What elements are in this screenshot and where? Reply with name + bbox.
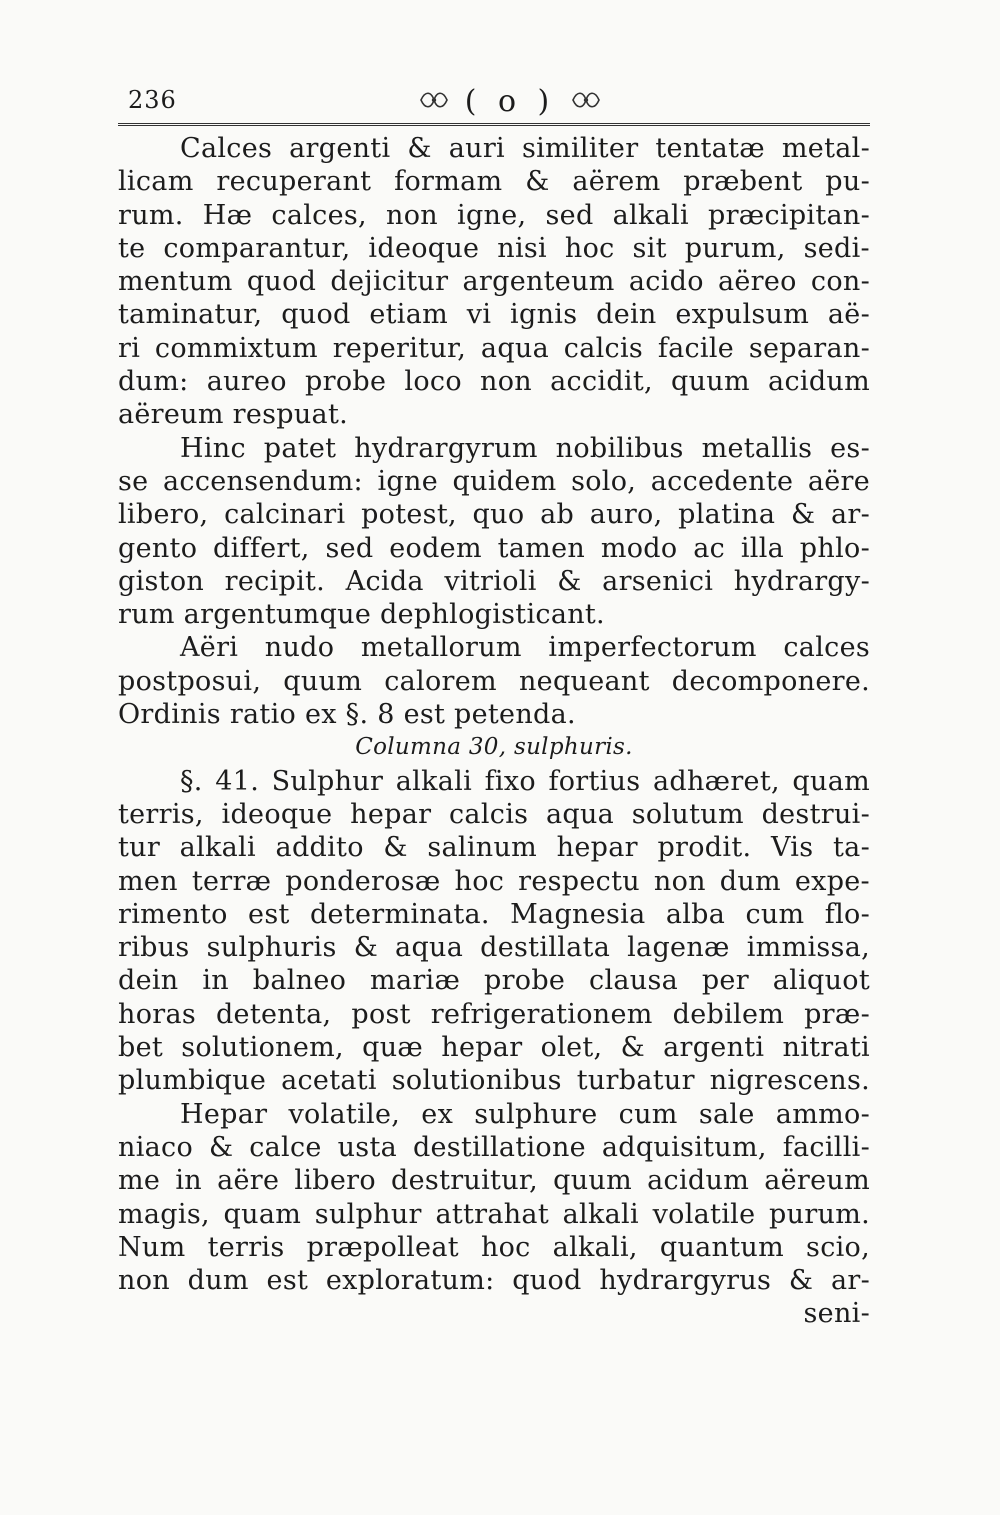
text-line: giston recipit. Acida vitrioli & arsenici hydrargy- (118, 565, 870, 597)
text-line: aëreum respuat. (118, 399, 348, 431)
text-line: §. 41. Sulphur alkali fixo fortius adhæret, quam (180, 765, 870, 797)
section-heading: Columna 30, sulphuris. (355, 734, 633, 761)
text-line: rum argentumque dephlogisticant. (118, 599, 605, 631)
text-line: rum. Hæ calces, non igne, sed alkali præcipitan- (118, 199, 870, 231)
text-line: horas detenta, post refrigerationem debilem præ- (118, 998, 870, 1030)
text-line: bet solutionem, quæ hepar olet, & argenti nitrati (118, 1032, 870, 1064)
page-header (118, 80, 870, 122)
catchword: seni- (803, 1298, 870, 1330)
text-line: se accensendum: igne quidem solo, accedente aëre (118, 465, 870, 497)
text-line: plumbique acetati solutionibus turbatur nigrescens. (118, 1065, 870, 1097)
text-line: magis, quam sulphur attrahat alkali volatile purum. (118, 1198, 870, 1230)
text-line: terris, ideoque hepar calcis aqua solutum destrui- (118, 798, 870, 830)
text-line: dum: aureo probe loco non accidit, quum acidum (118, 366, 870, 398)
text-line: taminatur, quod etiam vi ignis dein expulsum aë- (118, 299, 870, 331)
text-line: ri commixtum reperitur, aqua calcis facile separan- (118, 332, 870, 364)
running-head-text: ( o ) (464, 84, 556, 119)
text-line: Num terris præpolleat hoc alkali, quantum scio, (118, 1231, 870, 1263)
ornament-left-icon (419, 89, 449, 117)
text-line: te comparantur, ideoque nisi hoc sit purum, sedi- (118, 232, 870, 264)
text-line: Aëri nudo metallorum imperfectorum calces (180, 632, 870, 664)
text-line: ribus sulphuris & aqua destillata lagenæ immissa, (118, 932, 870, 964)
text-line: non dum est exploratum: quod hydrargyrus & ar- (118, 1265, 870, 1297)
text-line: dein in balneo mariæ probe clausa per aliquot (118, 965, 870, 997)
text-line: gento differt, sed eodem tamen modo ac illa phlo- (118, 532, 870, 564)
header-rule (118, 123, 870, 126)
text-line: Ordinis ratio ex §. 8 est petenda. (118, 699, 576, 731)
text-line: mentum quod dejicitur argenteum acido aëreo con- (118, 266, 870, 298)
text-line: rimento est determinata. Magnesia alba cum flo- (118, 898, 870, 930)
body-text (118, 132, 870, 1331)
text-line: tur alkali addito & salinum hepar prodit. Vis ta- (118, 832, 870, 864)
text-line: licam recuperant formam & aërem præbent pu- (118, 166, 870, 198)
running-head (380, 84, 640, 119)
text-line: Hepar volatile, ex sulphure cum sale ammo- (180, 1098, 870, 1130)
text-line: niaco & calce usta destillatione adquisitum, facilli- (118, 1131, 870, 1163)
text-line: Calces argenti & auri similiter tentatæ metal- (180, 133, 870, 164)
text-line: Hinc patet hydrargyrum nobilibus metallis es- (180, 432, 870, 464)
text-line: men terræ ponderosæ hoc respectu non dum expe- (118, 865, 870, 897)
text-line: postposui, quum calorem nequeant decomponere. (118, 665, 870, 697)
text-line: me in aëre libero destruitur, quum acidum aëreum (118, 1165, 870, 1197)
page-number: 236 (128, 86, 177, 114)
text-line: libero, calcinari potest, quo ab auro, platina & ar- (118, 499, 870, 531)
ornament-right-icon (571, 89, 601, 117)
